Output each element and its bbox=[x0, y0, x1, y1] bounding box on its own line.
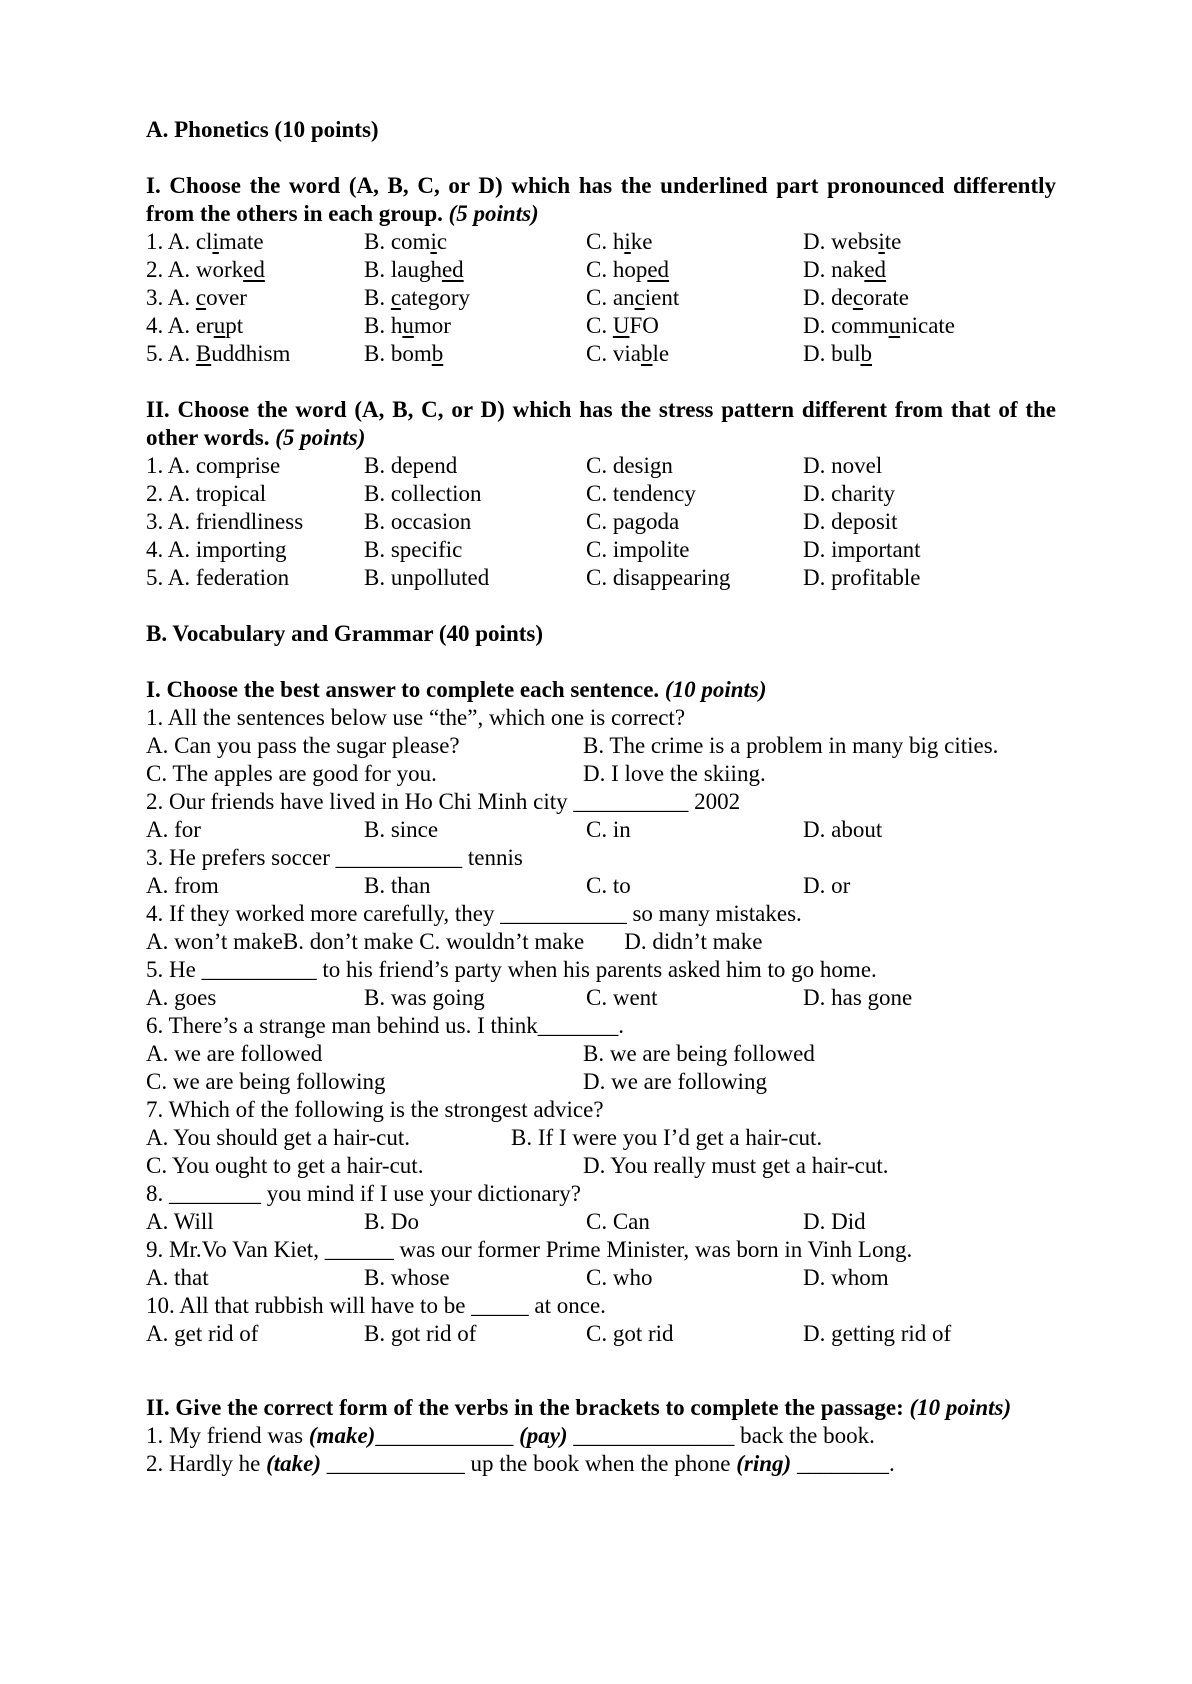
answer-option bbox=[146, 312, 364, 340]
underlined-part: u bbox=[402, 313, 414, 338]
option-text: B. bbox=[364, 285, 391, 310]
option-text: B. laugh bbox=[364, 257, 442, 282]
option-d: D. You really must get a hair-cut. bbox=[583, 1153, 889, 1178]
answer-option bbox=[586, 256, 803, 284]
option-text: 1. A. cl bbox=[146, 229, 213, 254]
question-9-options bbox=[146, 1264, 1056, 1292]
option-text: 2. A. work bbox=[146, 257, 244, 282]
option-text: C. via bbox=[586, 341, 641, 366]
verb-form-line-1 bbox=[146, 1422, 1056, 1450]
option-c: C. went bbox=[586, 985, 658, 1010]
answer-option: 1. A. comprise bbox=[146, 453, 281, 478]
verb-cue: (ring) bbox=[736, 1451, 792, 1476]
answer-option: 2. A. tropical bbox=[146, 481, 267, 506]
answer-option bbox=[803, 340, 872, 368]
answer-option: B. collection bbox=[364, 481, 482, 506]
question-10: 10. All that rubbish will have to be _____ at once. bbox=[146, 1293, 606, 1318]
phonetics-part2-instruction bbox=[146, 396, 1056, 452]
underlined-part: U bbox=[612, 313, 630, 338]
answer-option bbox=[364, 228, 586, 256]
option-a: A. that bbox=[146, 1265, 209, 1290]
instruction-text: I. Choose the best answer to complete each sentence. bbox=[146, 677, 660, 702]
line-text: 1. My friend was bbox=[146, 1423, 309, 1448]
answer-option bbox=[586, 284, 803, 312]
option-text: ient bbox=[644, 285, 680, 310]
option-text: c bbox=[436, 229, 448, 254]
points-label: (10 points) bbox=[664, 677, 767, 702]
answer-option: D. deposit bbox=[803, 509, 898, 534]
option-b: B. we are being followed bbox=[583, 1041, 815, 1066]
underlined-part: c bbox=[195, 285, 207, 310]
option-c: C. in bbox=[586, 817, 631, 842]
option-b: B. than bbox=[364, 873, 431, 898]
option-text: C. hop bbox=[586, 257, 648, 282]
question-7-options-cd bbox=[146, 1152, 1056, 1180]
answer-option bbox=[364, 340, 586, 368]
answer-option: D. important bbox=[803, 537, 921, 562]
option-c: C. You ought to get a hair-cut. bbox=[146, 1153, 424, 1178]
option-d: D. whom bbox=[803, 1265, 889, 1290]
phonetics-part1-instruction bbox=[146, 172, 1056, 228]
option-c: C. to bbox=[586, 873, 631, 898]
phonetics-question-row bbox=[146, 312, 1056, 340]
option-text: 5. A. bbox=[146, 341, 196, 366]
option-c: C. who bbox=[586, 1265, 653, 1290]
option-c: C. we are being following bbox=[146, 1069, 386, 1094]
underlined-part: b bbox=[640, 341, 653, 366]
question-6-options-ab bbox=[146, 1040, 1056, 1068]
phonetics-part1-options bbox=[146, 228, 1056, 368]
answer-option bbox=[803, 284, 909, 312]
option-a: A. Can you pass the sugar please? bbox=[146, 733, 460, 758]
option-b: B. since bbox=[364, 817, 439, 842]
question-2: 2. Our friends have lived in Ho Chi Minh city __________ 2002 bbox=[146, 789, 741, 814]
instruction-text: II. Choose the word (A, B, C, or D) which has the stress pattern different from that of the other words. bbox=[146, 397, 1056, 450]
option-text: D. comm bbox=[803, 313, 889, 338]
question-7: 7. Which of the following is the strongest advice? bbox=[146, 1097, 604, 1122]
phonetics-part2-options bbox=[146, 452, 1056, 592]
stress-question-row bbox=[146, 564, 1056, 592]
question-4-options bbox=[146, 928, 1056, 956]
option-text: te bbox=[884, 229, 902, 254]
option-d: D. Did bbox=[803, 1209, 866, 1234]
option-d: D. we are following bbox=[583, 1069, 767, 1094]
question-10-options bbox=[146, 1320, 1056, 1348]
phonetics-question-row bbox=[146, 228, 1056, 256]
verb-form-line-2 bbox=[146, 1450, 1056, 1478]
points-label: (5 points) bbox=[448, 201, 539, 226]
answer-option: D. novel bbox=[803, 453, 883, 478]
option-text: ke bbox=[630, 229, 653, 254]
option-text: pt bbox=[225, 313, 244, 338]
underlined-part: i bbox=[430, 229, 437, 254]
option-text: le bbox=[652, 341, 670, 366]
answer-option: C. design bbox=[586, 453, 673, 478]
answer-option bbox=[803, 228, 901, 256]
answer-option: 5. A. federation bbox=[146, 565, 290, 590]
options-abc: A. won’t makeB. don’t make C. wouldn’t make bbox=[146, 929, 585, 954]
phonetics-question-row bbox=[146, 340, 1056, 368]
option-text: nicate bbox=[900, 313, 956, 338]
question-6: 6. There’s a strange man behind us. I think_______. bbox=[146, 1013, 625, 1038]
question-5: 5. He __________ to his friend’s party when his parents asked him to go home. bbox=[146, 957, 877, 982]
option-text: D. de bbox=[803, 285, 853, 310]
verb-cue: (take) bbox=[266, 1451, 321, 1476]
answer-option bbox=[586, 340, 803, 368]
answer-option bbox=[146, 256, 364, 284]
answer-option bbox=[803, 312, 955, 340]
stress-question-row bbox=[146, 508, 1056, 536]
question-9: 9. Mr.Vo Van Kiet, ______ was our former Prime Minister, was born in Vinh Long. bbox=[146, 1237, 913, 1262]
underlined-part: c bbox=[634, 285, 645, 310]
section-b-title: B. Vocabulary and Grammar (40 points) bbox=[146, 621, 544, 646]
question-6-options-cd bbox=[146, 1068, 1056, 1096]
option-text: B. bom bbox=[364, 341, 432, 366]
option-text: mor bbox=[413, 313, 451, 338]
underlined-part: c bbox=[852, 285, 864, 310]
option-a: A. Will bbox=[146, 1209, 214, 1234]
line-text: ________. bbox=[791, 1451, 895, 1476]
option-text: C. h bbox=[586, 229, 625, 254]
question-3-options bbox=[146, 872, 1056, 900]
underlined-part: c bbox=[390, 285, 402, 310]
answer-option bbox=[803, 256, 886, 284]
underlined-part: ed bbox=[864, 257, 887, 282]
answer-option: C. disappearing bbox=[586, 565, 731, 590]
option-text: D. nak bbox=[803, 257, 865, 282]
exam-page bbox=[146, 116, 1056, 1478]
section-a-title: A. Phonetics (10 points) bbox=[146, 117, 379, 142]
question-7-options-ab bbox=[146, 1124, 1056, 1152]
question-3: 3. He prefers soccer ___________ tennis bbox=[146, 845, 523, 870]
question-1: 1. All the sentences below use “the”, which one is correct? bbox=[146, 705, 686, 730]
answer-option bbox=[364, 256, 586, 284]
stress-question-row bbox=[146, 480, 1056, 508]
question-1-options-ab bbox=[146, 732, 1056, 760]
stress-question-row bbox=[146, 452, 1056, 480]
answer-option: C. tendency bbox=[586, 481, 696, 506]
underlined-part: b bbox=[860, 341, 872, 366]
option-text: FO bbox=[629, 313, 659, 338]
option-text: D. webs bbox=[803, 229, 879, 254]
option-c: C. got rid bbox=[586, 1321, 674, 1346]
instruction-text: I. Choose the word (A, B, C, or D) which has the underlined part pronounced differently from the others in each group. bbox=[146, 173, 1056, 226]
option-text: C. an bbox=[586, 285, 635, 310]
option-a: A. for bbox=[146, 817, 201, 842]
question-8: 8. ________ you mind if I use your dictionary? bbox=[146, 1181, 582, 1206]
answer-option: C. impolite bbox=[586, 537, 690, 562]
points-label: (5 points) bbox=[275, 425, 366, 450]
question-4: 4. If they worked more carefully, they ___________ so many mistakes. bbox=[146, 901, 802, 926]
answer-option: 4. A. importing bbox=[146, 537, 287, 562]
option-text: 3. A. bbox=[146, 285, 196, 310]
answer-option: C. pagoda bbox=[586, 509, 680, 534]
underlined-part: b bbox=[431, 341, 444, 366]
option-b: B. was going bbox=[364, 985, 485, 1010]
option-a: A. from bbox=[146, 873, 219, 898]
answer-option bbox=[364, 284, 586, 312]
option-text: orate bbox=[863, 285, 910, 310]
grammar-part2-instruction bbox=[146, 1394, 1056, 1422]
option-a: A. we are followed bbox=[146, 1041, 323, 1066]
option-d: D. about bbox=[803, 817, 883, 842]
option-text: over bbox=[206, 285, 247, 310]
underlined-part: ed bbox=[243, 257, 265, 282]
answer-option bbox=[146, 228, 364, 256]
option-b: B. got rid of bbox=[364, 1321, 477, 1346]
option-b: B. If I were you I’d get a hair-cut. bbox=[511, 1125, 823, 1150]
answer-option: B. depend bbox=[364, 453, 458, 478]
option-d: D. or bbox=[803, 873, 851, 898]
option-text: uddhism bbox=[211, 341, 291, 366]
option-text: B. com bbox=[364, 229, 431, 254]
option-a: A. get rid of bbox=[146, 1321, 259, 1346]
option-d: D. has gone bbox=[803, 985, 913, 1010]
option-c: C. The apples are good for you. bbox=[146, 761, 437, 786]
line-text: ______________ back the book. bbox=[567, 1423, 875, 1448]
question-5-options bbox=[146, 984, 1056, 1012]
underlined-part: i bbox=[212, 229, 219, 254]
line-text: 2. Hardly he bbox=[146, 1451, 267, 1476]
underlined-part: ed bbox=[441, 257, 464, 282]
line-text: ____________ up the book when the phone bbox=[321, 1451, 737, 1476]
option-text: C. bbox=[586, 313, 613, 338]
grammar-part1-instruction bbox=[146, 676, 1056, 704]
question-2-options bbox=[146, 816, 1056, 844]
underlined-part: i bbox=[624, 229, 631, 254]
phonetics-question-row bbox=[146, 256, 1056, 284]
points-label: (10 points) bbox=[909, 1395, 1012, 1420]
underlined-part: B bbox=[195, 341, 212, 366]
option-c: C. Can bbox=[586, 1209, 650, 1234]
question-1-options-cd bbox=[146, 760, 1056, 788]
answer-option: B. specific bbox=[364, 537, 463, 562]
stress-question-row bbox=[146, 536, 1056, 564]
option-b: B. The crime is a problem in many big cities. bbox=[583, 733, 999, 758]
answer-option: 3. A. friendliness bbox=[146, 509, 304, 534]
option-b: B. whose bbox=[364, 1265, 450, 1290]
answer-option bbox=[586, 228, 803, 256]
option-d: D. getting rid of bbox=[803, 1321, 952, 1346]
answer-option bbox=[146, 284, 364, 312]
option-a: A. goes bbox=[146, 985, 217, 1010]
option-text: ategory bbox=[401, 285, 471, 310]
option-b: B. Do bbox=[364, 1209, 419, 1234]
phonetics-question-row bbox=[146, 284, 1056, 312]
answer-option: D. profitable bbox=[803, 565, 921, 590]
answer-option: D. charity bbox=[803, 481, 895, 506]
answer-option bbox=[586, 312, 803, 340]
answer-option: B. occasion bbox=[364, 509, 472, 534]
underlined-part: u bbox=[888, 313, 901, 338]
option-d: D. didn’t make bbox=[624, 929, 763, 954]
option-text: D. bul bbox=[803, 341, 861, 366]
option-text: 4. A. er bbox=[146, 313, 214, 338]
option-text: mate bbox=[218, 229, 264, 254]
underlined-part: i bbox=[878, 229, 885, 254]
answer-option: B. unpolluted bbox=[364, 565, 490, 590]
underlined-part: u bbox=[213, 313, 226, 338]
option-text: B. h bbox=[364, 313, 403, 338]
answer-option bbox=[364, 312, 586, 340]
instruction-text: II. Give the correct form of the verbs in the brackets to complete the passage: bbox=[146, 1395, 904, 1420]
verb-cue: (pay) bbox=[519, 1423, 568, 1448]
verb-cue: (make) bbox=[308, 1423, 376, 1448]
option-a: A. You should get a hair-cut. bbox=[146, 1125, 411, 1150]
underlined-part: ed bbox=[647, 257, 670, 282]
answer-blank: ____________ bbox=[375, 1423, 520, 1448]
question-8-options bbox=[146, 1208, 1056, 1236]
answer-option bbox=[146, 340, 364, 368]
option-d: D. I love the skiing. bbox=[583, 761, 766, 786]
